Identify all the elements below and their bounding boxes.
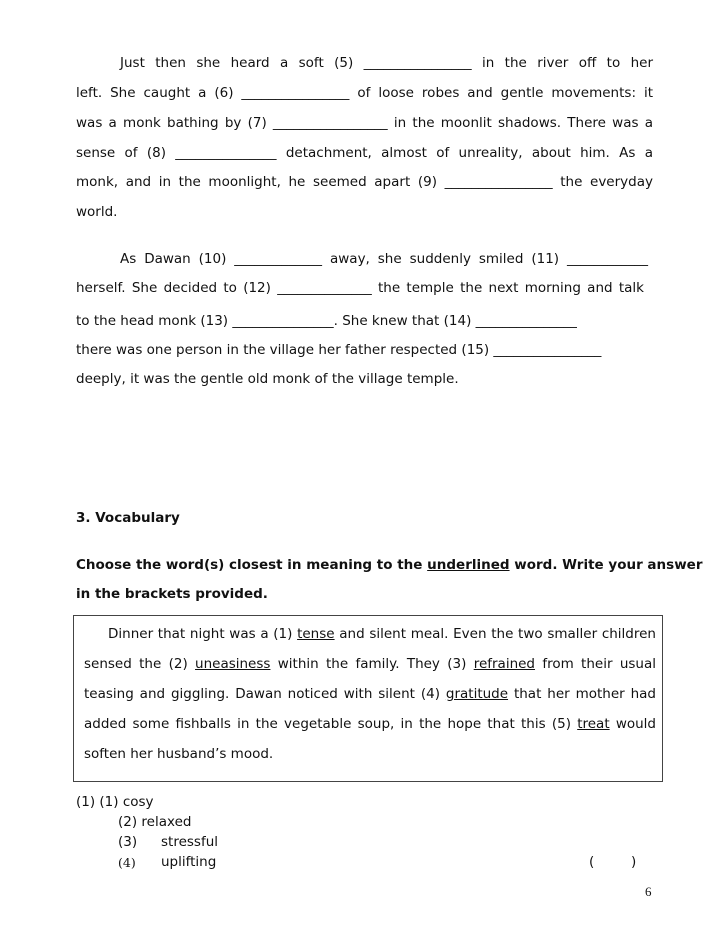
underlined-word-uneasiness: uneasiness (195, 656, 271, 672)
box-text: would (609, 716, 657, 732)
page-number: 6 (645, 884, 652, 899)
question-1-option-2: (2) relaxed (118, 814, 192, 830)
question-1-option-1: (1) (1) cosy (76, 794, 154, 810)
passage2-line-5: deeply, it was the gentle old monk of the village temple. (76, 371, 459, 387)
box-text: added some fishballs in the vegetable soup, in the hope that this (5) (84, 716, 578, 732)
passage1-line-3: was a monk bathing by (7) _________________ in the moonlit shadows. There was a (76, 115, 653, 131)
box-text: from their usual (535, 656, 656, 672)
box-text: Dinner that night was a (1) (108, 626, 298, 642)
box-text: and silent meal. Even the two smaller children (334, 626, 656, 642)
answer-bracket-close: ) (631, 854, 637, 870)
passage1-line-1: Just then she heard a soft (5) ________________ in the river off to her (120, 55, 653, 71)
question-1-option-4-text: uplifting (161, 854, 217, 870)
passage2-line-4: there was one person in the village her father respected (15) ________________ (76, 342, 602, 358)
box-line-5: soften her husband’s mood. (84, 746, 274, 762)
question-1-option-3-number: (3) (118, 834, 138, 850)
underlined-word-treat: treat (577, 716, 610, 732)
box-line-3 (84, 686, 656, 702)
underlined-word-gratitude: gratitude (445, 686, 509, 702)
question-1-option-3-text: stressful (161, 834, 219, 850)
instruction-line-2: in the brackets provided. (76, 586, 268, 602)
box-line-4 (84, 716, 656, 732)
box-text: teasing and giggling. Dawan noticed with silent (4) (84, 686, 446, 702)
box-line-2 (84, 656, 656, 672)
passage2-line-3: to the head monk (13) _______________. She knew that (14) _______________ (76, 313, 577, 329)
question-1-option-4-number: (4) (118, 855, 136, 870)
passage1-line-2: left. She caught a (6) ________________ of loose robes and gentle movements: it (76, 85, 653, 101)
instruction-part-a: Choose the word(s) closest in meaning to the (76, 557, 423, 573)
passage2-line-2: herself. She decided to (12) ______________ the temple the next morning and talk (76, 280, 644, 296)
passage1-line-6: world. (76, 204, 118, 220)
passage1-line-5: monk, and in the moonlight, he seemed apart (9) ________________ the everyday (76, 174, 653, 190)
box-text: that her mother had (508, 686, 656, 702)
underlined-word-tense: tense (297, 626, 335, 642)
passage1-line-4: sense of (8) _______________ detachment, almost of unreality, about him. As a (76, 145, 653, 161)
underlined-word-refrained: refrained (473, 656, 536, 672)
answer-bracket-open: ( (589, 854, 595, 870)
box-text: within the family. They (3) (270, 656, 474, 672)
section-heading: 3. Vocabulary (76, 510, 180, 526)
instruction-part-b: word. Write your answer (514, 557, 703, 573)
instruction-line-1 (76, 557, 703, 573)
box-text: sensed the (2) (84, 656, 196, 672)
instruction-underlined: underlined (427, 557, 510, 573)
passage2-line-1: As Dawan (10) _____________ away, she suddenly smiled (11) ____________ (120, 251, 648, 267)
box-line-1 (84, 626, 656, 642)
